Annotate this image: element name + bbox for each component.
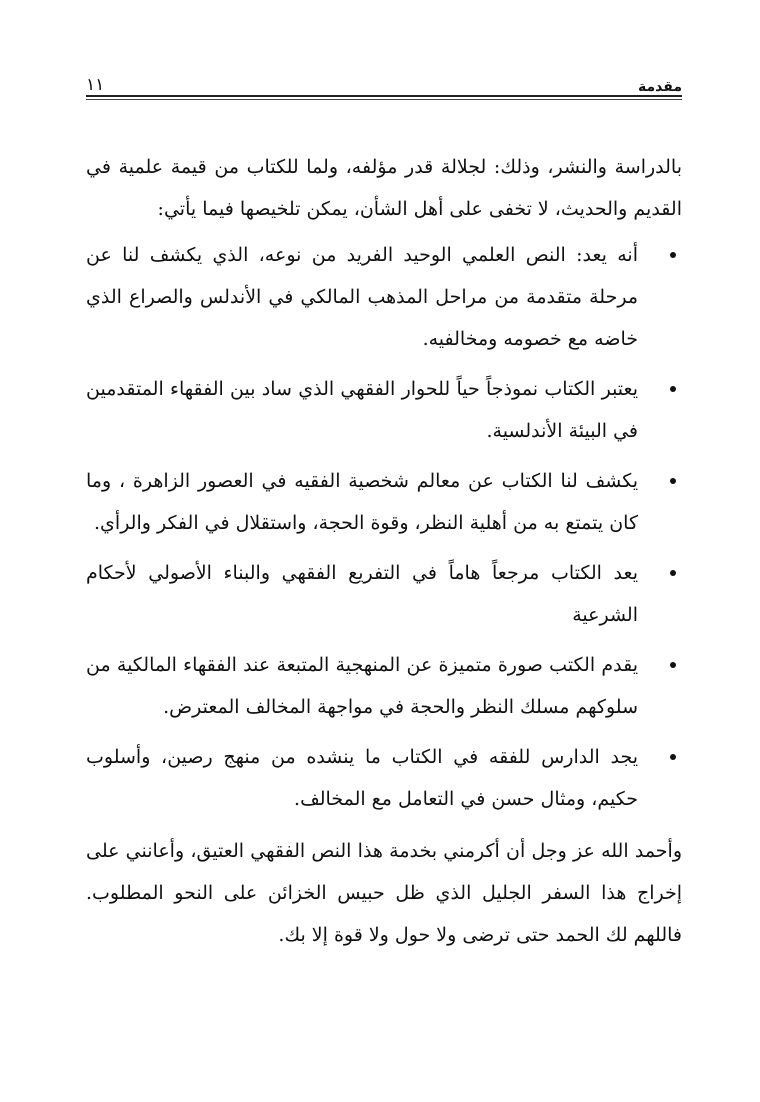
bullet-icon [670, 754, 676, 760]
bullet-icon [670, 570, 676, 576]
list-item [86, 368, 682, 452]
page-body [86, 146, 682, 956]
page-number: ١١ [86, 75, 105, 95]
intro-paragraph: بالدراسة والنشر، وذلك: لجلالة قدر مؤلفه، ولما للكتاب من قيمة علمية في القديم والحديث، لا تخفى على أهل الشأن، يمكن تلخيصها فيما يأتي: [86, 156, 682, 220]
bullet-icon [670, 252, 676, 258]
list-item-text: أنه يعد: النص العلمي الوحيد الفريد من نوعه، الذي يكشف لنا عن مرحلة متقدمة من مراحل المذهب المالكي في الأندلس والصراع الذي خاضه مع خصومه ومخالفيه. [86, 244, 638, 350]
list-item [86, 644, 682, 728]
bullet-icon [670, 662, 676, 668]
list-item-text: يكشف لنا الكتاب عن معالم شخصية الفقيه في العصور الزاهرة ، وما كان يتمتع به من أهلية النظر، وقوة الحجة، واستقلال في الفكر والرأي. [86, 470, 638, 534]
closing-paragraph: وأحمد الله عز وجل أن أكرمني بخدمة هذا النص الفقهي العتيق، وأعانني على إخراج هذا السفر الجليل الذي ظل حبيس الخزائن على النحو المطلوب. فاللهم لك الحمد حتى ترضى ولا حول ولا قوة إلا بك. [86, 840, 682, 946]
list-item-text: يقدم الكتب صورة متميزة عن المنهجية المتبعة عند الفقهاء المالكية من سلوكهم مسلك النظر والحجة في مواجهة المخالف المعترض. [86, 654, 638, 718]
list-item [86, 552, 682, 636]
list-item [86, 736, 682, 820]
header-rule [86, 95, 682, 97]
bullet-list [86, 234, 682, 820]
bullet-icon [670, 478, 676, 484]
list-item-text: يعد الكتاب مرجعاً هاماً في التفريع الفقهي والبناء الأصولي لأحكام الشرعية [86, 562, 638, 626]
header-title: مقدمة [638, 79, 682, 95]
header-rule-thin [86, 99, 682, 100]
list-item-text: يعتبر الكتاب نموذجاً حياً للحوار الفقهي الذي ساد بين الفقهاء المتقدمين في البيئة الأندلسية. [86, 378, 638, 442]
list-item [86, 234, 682, 360]
list-item-text: يجد الدارس للفقه في الكتاب ما ينشده من منهج رصين، وأسلوب حكيم، ومثال حسن في التعامل مع المخالف. [86, 746, 638, 810]
running-header [86, 72, 682, 94]
list-item [86, 460, 682, 544]
bullet-icon [670, 386, 676, 392]
